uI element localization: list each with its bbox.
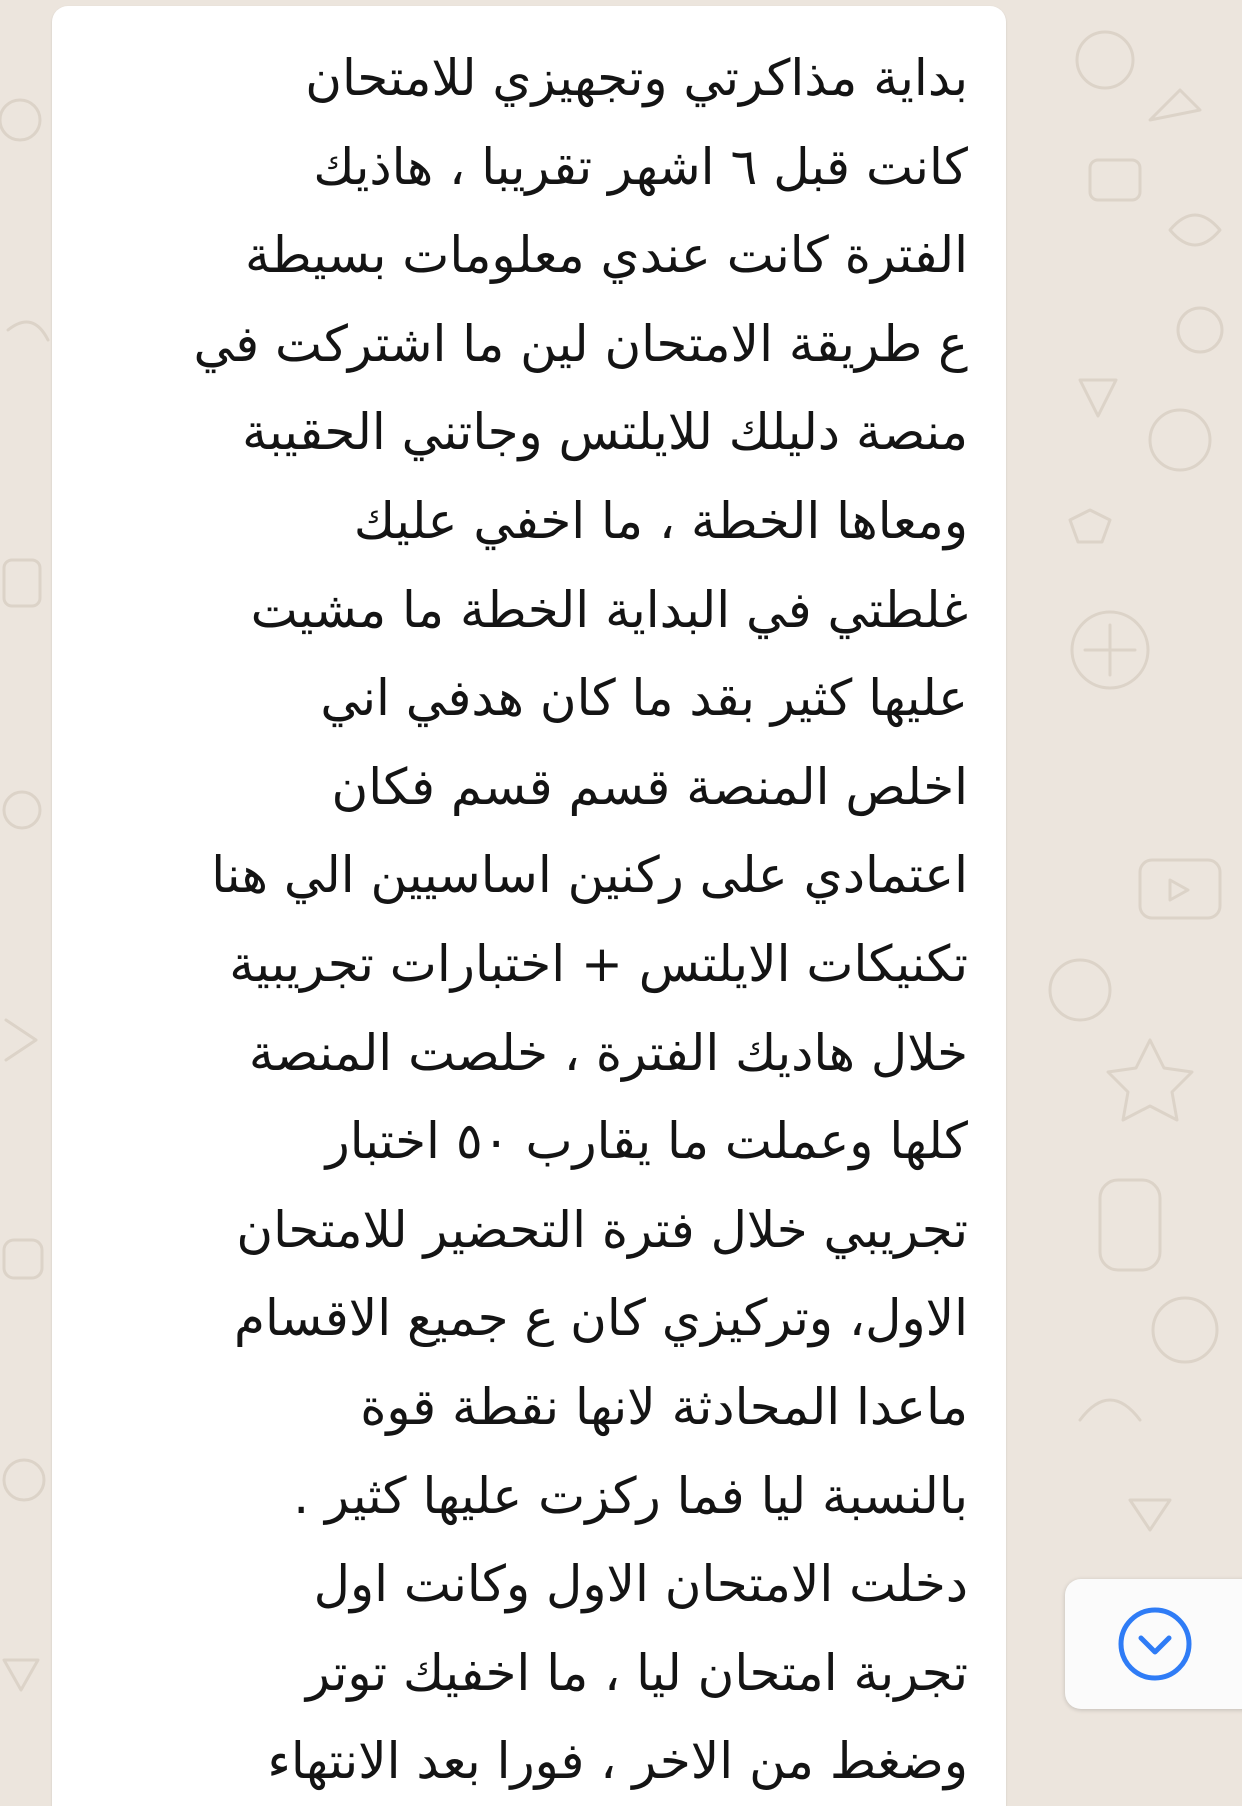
message-line: غلطتي في البداية الخطة ما مشيت — [250, 580, 968, 639]
message-line: كلها وعملت ما يقارب ٥٠ اختبار — [325, 1112, 968, 1171]
message-line: تجربة امتحان ليا ، ما اخفيك توتر — [305, 1643, 968, 1702]
message-line: بالنسبة ليا فما ركزت عليها كثير . — [293, 1466, 968, 1525]
message-line: وضغط من الاخر ، فورا بعد الانتهاء — [267, 1732, 968, 1791]
message-line: ع طريقة الامتحان لين ما اشتركت في — [193, 314, 968, 373]
message-line: الفترة كانت عندي معلومات بسيطة — [244, 226, 968, 285]
message-line: اعتمادي على ركنين اساسيين الي هنا — [211, 846, 968, 905]
message-line: الاول، وتركيزي كان ع جميع الاقسام — [234, 1289, 968, 1348]
message-text — [68, 34, 968, 1806]
message-line: دخلت الامتحان الاول وكانت اول — [313, 1555, 968, 1614]
message-bubble[interactable] — [52, 6, 1006, 1806]
message-line: تجريبي خلال فترة التحضير للامتحان — [236, 1200, 968, 1259]
message-line: تكنيكات الايلتس + اختبارات تجريبية — [229, 934, 968, 993]
message-line: خلال هاديك الفترة ، خلصت المنصة — [248, 1023, 968, 1082]
message-line: ومعاها الخطة ، ما اخفي عليك — [353, 491, 968, 550]
message-line: ماعدا المحادثة لانها نقطة قوة — [360, 1377, 968, 1436]
message-line: عليها كثير بقد ما كان هدفي اني — [320, 669, 968, 728]
chevron-down-circle-icon — [1115, 1604, 1195, 1684]
message-line: بداية مذاكرتي وتجهيزي للامتحان — [305, 49, 968, 107]
message-line: منصة دليلك للايلتس وجاتني الحقيبة — [242, 403, 968, 462]
scroll-to-bottom-button[interactable] — [1065, 1579, 1242, 1709]
message-line: اخلص المنصة قسم قسم فكان — [331, 757, 968, 816]
message-line: كانت قبل ٦ اشهر تقريبا ، هاذيك — [313, 137, 968, 196]
